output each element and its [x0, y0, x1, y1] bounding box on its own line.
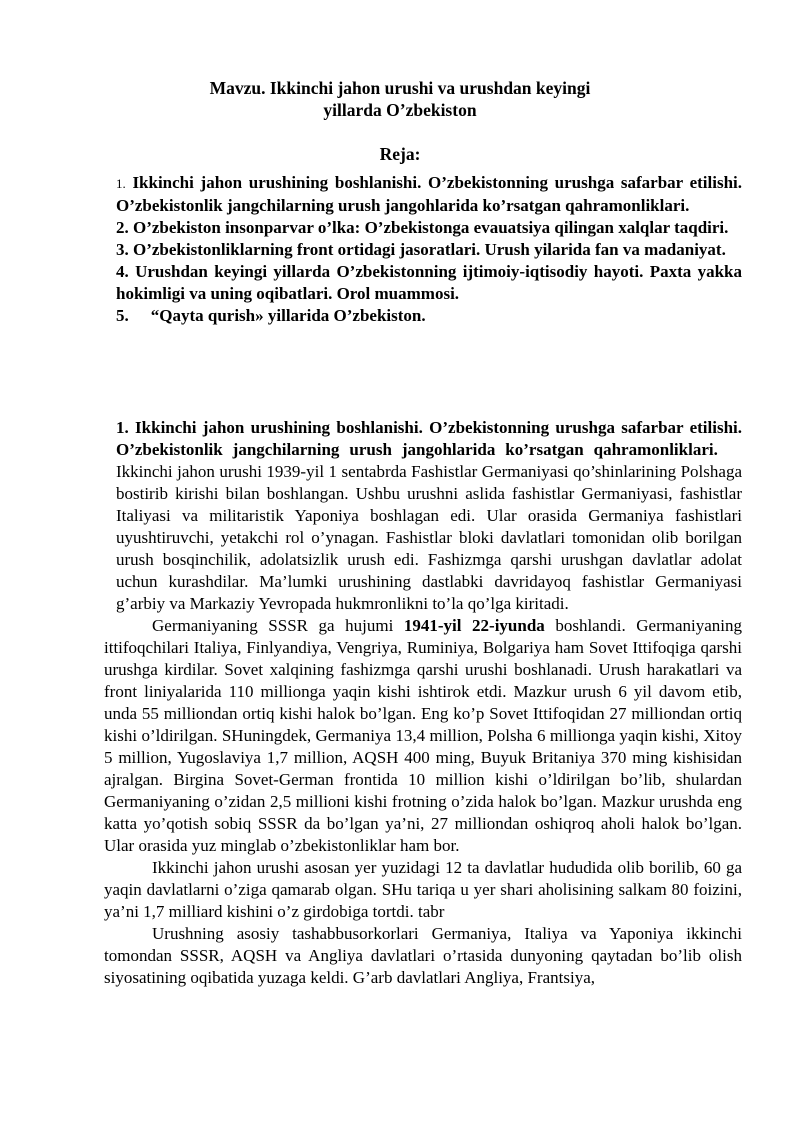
section-1-text: Ikkinchi jahon urushi 1939-yil 1 sentabrda Fashistlar Germaniyasi qo’shinlarining Polshaga bostirib kirishi bilan boshlangan. Ushbu urushni aslida fashistlar Germaniyasi, fashistlar Italiyasi va militaristik Yaponiya boshlagan edi. Ular orasida Germaniya fashistlari uyushtiruvchi, yetakchi rol o’ynagan. Fashistlar bloki davlatlari tomonidan olib borilgan urush bosqinchilik, adolatsizlik urush edi. Fashizmga qarshi urushgan davlatlar adolat uchun kurashdilar. Ma’lumki urushining dastlabki davridayoq fashistlar Germaniyasi g’arbiy va Markaziy Yevropada hukmronlikni to’la qo’lga kiritadi. [116, 462, 742, 613]
paragraph-4: Urushning asosiy tashabbusorkorlari Germaniya, Italiya va Yaponiya ikkinchi tomondan SSSR, AQSH va Angliya davlatlari o’rtasida dunyoning qaytadan bo’lib olish siyosatining oqibatida yuzaga keldi. G’arb davlatlari Angliya, Frantsiya, [104, 924, 742, 987]
paragraph-2 [104, 615, 742, 857]
paragraph-3: Ikkinchi jahon urushi asosan yer yuzidagi 12 ta davlatlar hududida olib borilib, 60 ga yaqin davlatlarni o’ziga qamarab olgan. SHu tariqa u yer shari aholisining salkam 80 foizini, ya’ni 1,7 milliard kishini o’z girdobiga tortdi. tabr [104, 858, 742, 921]
plan-item-1-text: Ikkinchi jahon urushining boshlanishi. O’zbekistonning urushga safarbar etilishi. O’zbekistonlik jangchilarning urush jangohlarida ko’rsatgan qahramonliklari. [116, 173, 742, 215]
title-line-2: yillarda O’zbekiston [323, 100, 477, 120]
plan-list [116, 172, 742, 327]
section-1-paragraph [104, 417, 742, 615]
document-body [104, 417, 742, 989]
paragraph-2-date: 1941-yil 22-iyunda [403, 616, 545, 635]
page-title [0, 77, 800, 121]
plan-item-4: 4. Urushdan keyingi yillarda O’zbekistonning ijtimoiy-iqtisodiy hayoti. Paxta yakka hokimligi va uning oqibatlari. Orol muammosi. [116, 262, 742, 303]
plan-item-5-text: “Qayta qurish» yillarida O’zbekiston. [150, 306, 426, 325]
plan-heading: Reja: [379, 144, 421, 164]
plan-item-2: 2. O’zbekiston insonparvar o’lka: O’zbekistonga evauatsiya qilingan xalqlar taqdiri. [116, 218, 729, 237]
paragraph-2-pre: Germaniyaning SSSR ga hujumi [152, 616, 404, 635]
plan-item-5-number: 5. [116, 306, 129, 325]
section-1-heading: 1. Ikkinchi jahon urushining boshlanishi. O’zbekistonning urushga safarbar etilishi. O’zbekistonlik jangchilarning urush jangohlarida ko’rsatgan qahramonliklari. [116, 418, 742, 459]
paragraph-2-post: boshlandi. Germaniyaning ittifoqchilari Italiya, Finlyandiya, Vengriya, Ruminiya, Bolgariya ham Sovet Ittifoqiga qarshi urushga kirdilar. Sovet xalqining fashizmga qarshi urushi boshlanadi. Urush harakatlari va front liniyalarida 110 millionga yaqin kishi ishtirok etdi. Mazkur urush 6 yil davom etib, unda 55 milliondan ortiq kishi halok bo’lgan. Eng ko’p Sovet Ittifoqidan 27 milliondan ortiq kishi o’ldirilgan. SHuningdek, Germaniya 13,4 million, Polsha 6 millionga yaqin kishi, Xitoy 5 million, Yugoslaviya 1,7 million, AQSH 400 ming, Buyuk Britaniya 370 ming kishisidan ajralgan. Birgina Sovet-German frontida 10 million kishi o’ldirilgan bo’lib, shulardan Germaniyaning o’zidan 2,5 millioni kishi frotning o’zida halok bo’lgan. Mazkur urushda eng katta yo’qotish sobiq SSSR da bo’lgan ya’ni, 27 milliondan oshiqroq aholi halok bo’lgan. Ular orasida yuz minglab o’zbekistonliklar ham bor. [104, 616, 743, 855]
title-line-1: Mavzu. Ikkinchi jahon urushi va urushdan keyingi [209, 78, 591, 98]
plan-item-1 [116, 172, 742, 217]
plan-item-5 [116, 305, 742, 327]
plan-item-3: 3. O’zbekistonliklarning front ortidagi jasoratlari. Urush yilarida fan va madaniyat. [116, 240, 726, 259]
plan-item-1-number: 1. [116, 176, 126, 191]
